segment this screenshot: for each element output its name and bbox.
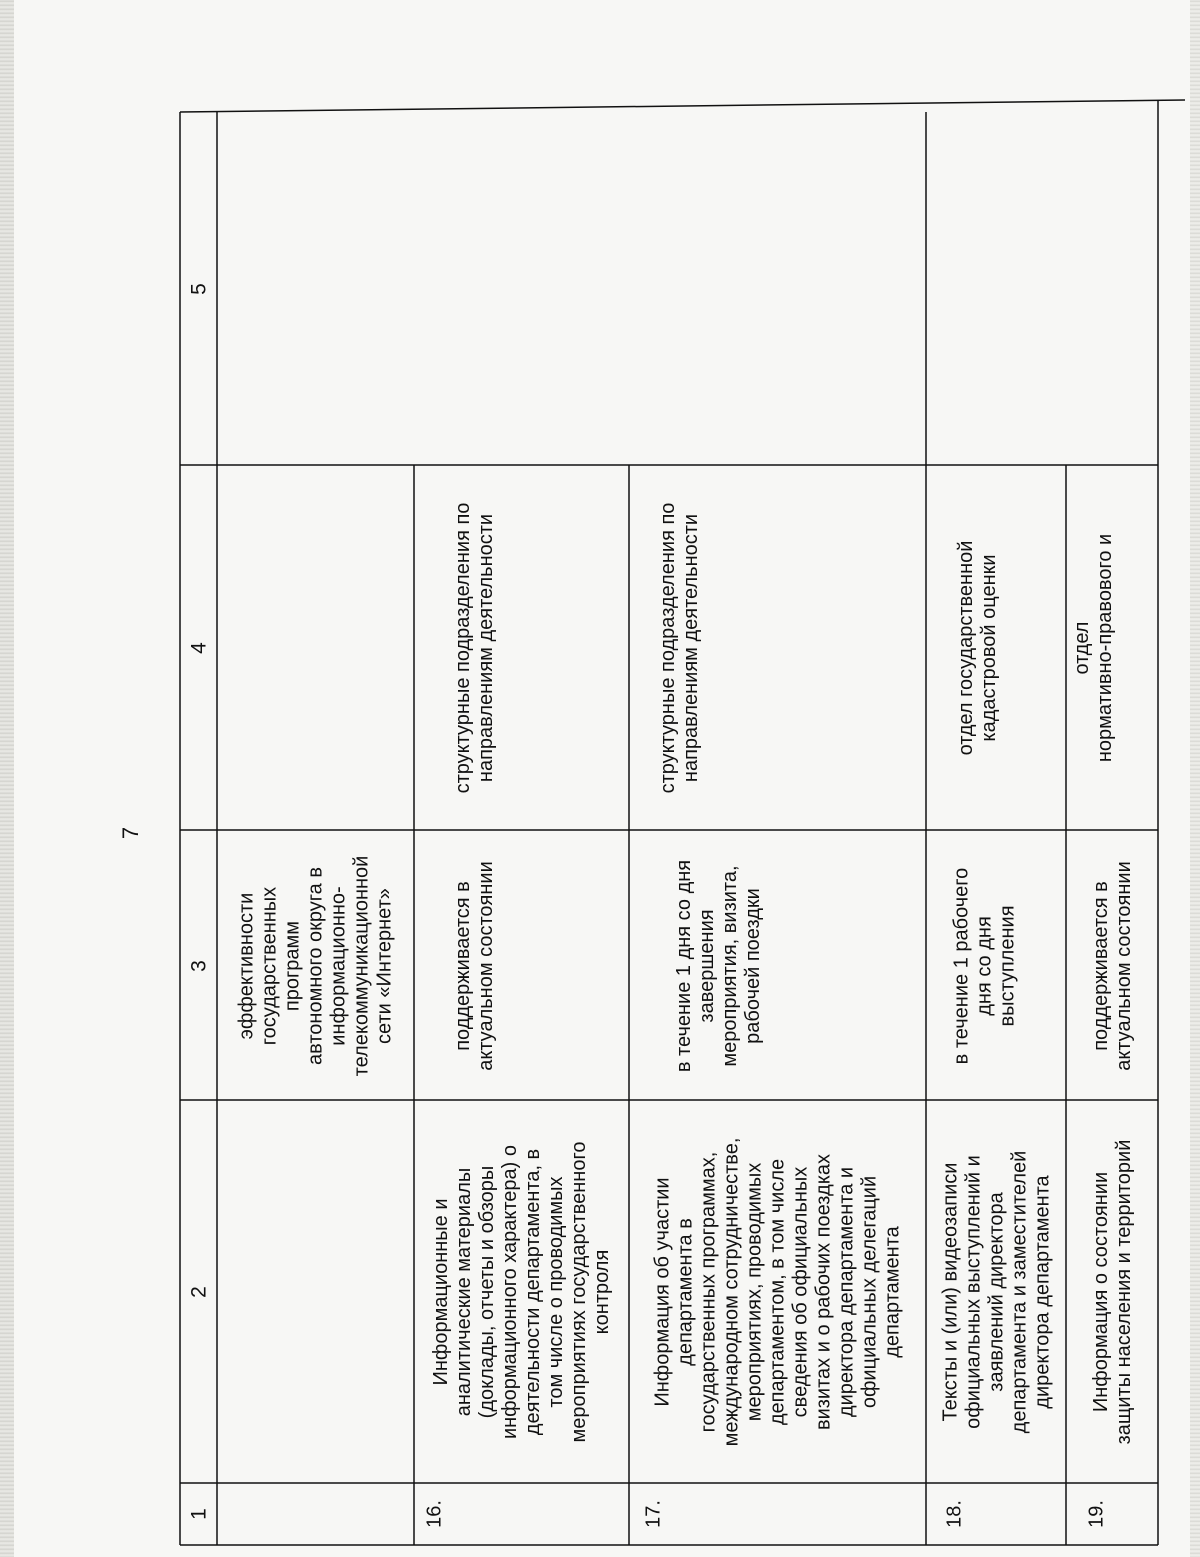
table-row-17-responsible: структурные подразделения по направлениям деятельности [657,502,703,794]
table-row-continuation-term: эффективности государственных программ автономного округа в информационно- телекоммуникационной сети «Интернет» [235,855,396,1076]
header-col-2: 2 [187,1286,211,1298]
table-row-17-num: 17. [642,1500,665,1528]
page-number: 7 [118,826,144,840]
table-row-19-responsible: отдел нормативно-правового и [1071,533,1117,763]
header-col-1: 1 [187,1508,211,1520]
header-col-5: 5 [187,282,211,295]
table-row-19-term: поддерживается в актуальном состоянии [1089,860,1135,1071]
table-row-18-term: в течение 1 рабочего дня со дня выступления [950,867,1019,1064]
table-row-18-responsible: отдел государственной кадастровой оценки [955,540,1001,756]
table-row-16-num: 16. [423,1500,446,1528]
table-row-19-num: 19. [1085,1500,1108,1528]
header-col-3: 3 [187,959,211,972]
table-row-16-info: Информационные и аналитические материалы (доклады, отчеты и обзоры информационного характера) о деятельности департамента, в том числе о проводимых мероприятиях государственного контроля [430,1141,613,1443]
header-col-4: 4 [187,642,211,654]
table-row-17-info: Информация об участии департамента в государственных программах, международном сотрудничестве, мероприятиях, проводимых департаментом, в том числе сведения об официальных визитах и о рабочих поездках директора департамента и официальных делегаций департамента [651,1137,904,1447]
table-row-16-responsible: структурные подразделения по направлениям деятельности [451,502,497,794]
table-row-19-info: Информация о состоянии защиты населения и территорий [1089,1139,1135,1445]
table-row-18-num: 18. [943,1500,966,1528]
table-row-17-term: в течение 1 дня со дня завершения мероприятия, визита, рабочей поездки [672,859,764,1072]
table-row-18-info: Тексты и (или) видеозаписи официальных выступлений и заявлений директора департамента и заместителей директора департамента [939,1150,1053,1434]
table-row-16-term: поддерживается в актуальном состоянии [451,860,497,1071]
